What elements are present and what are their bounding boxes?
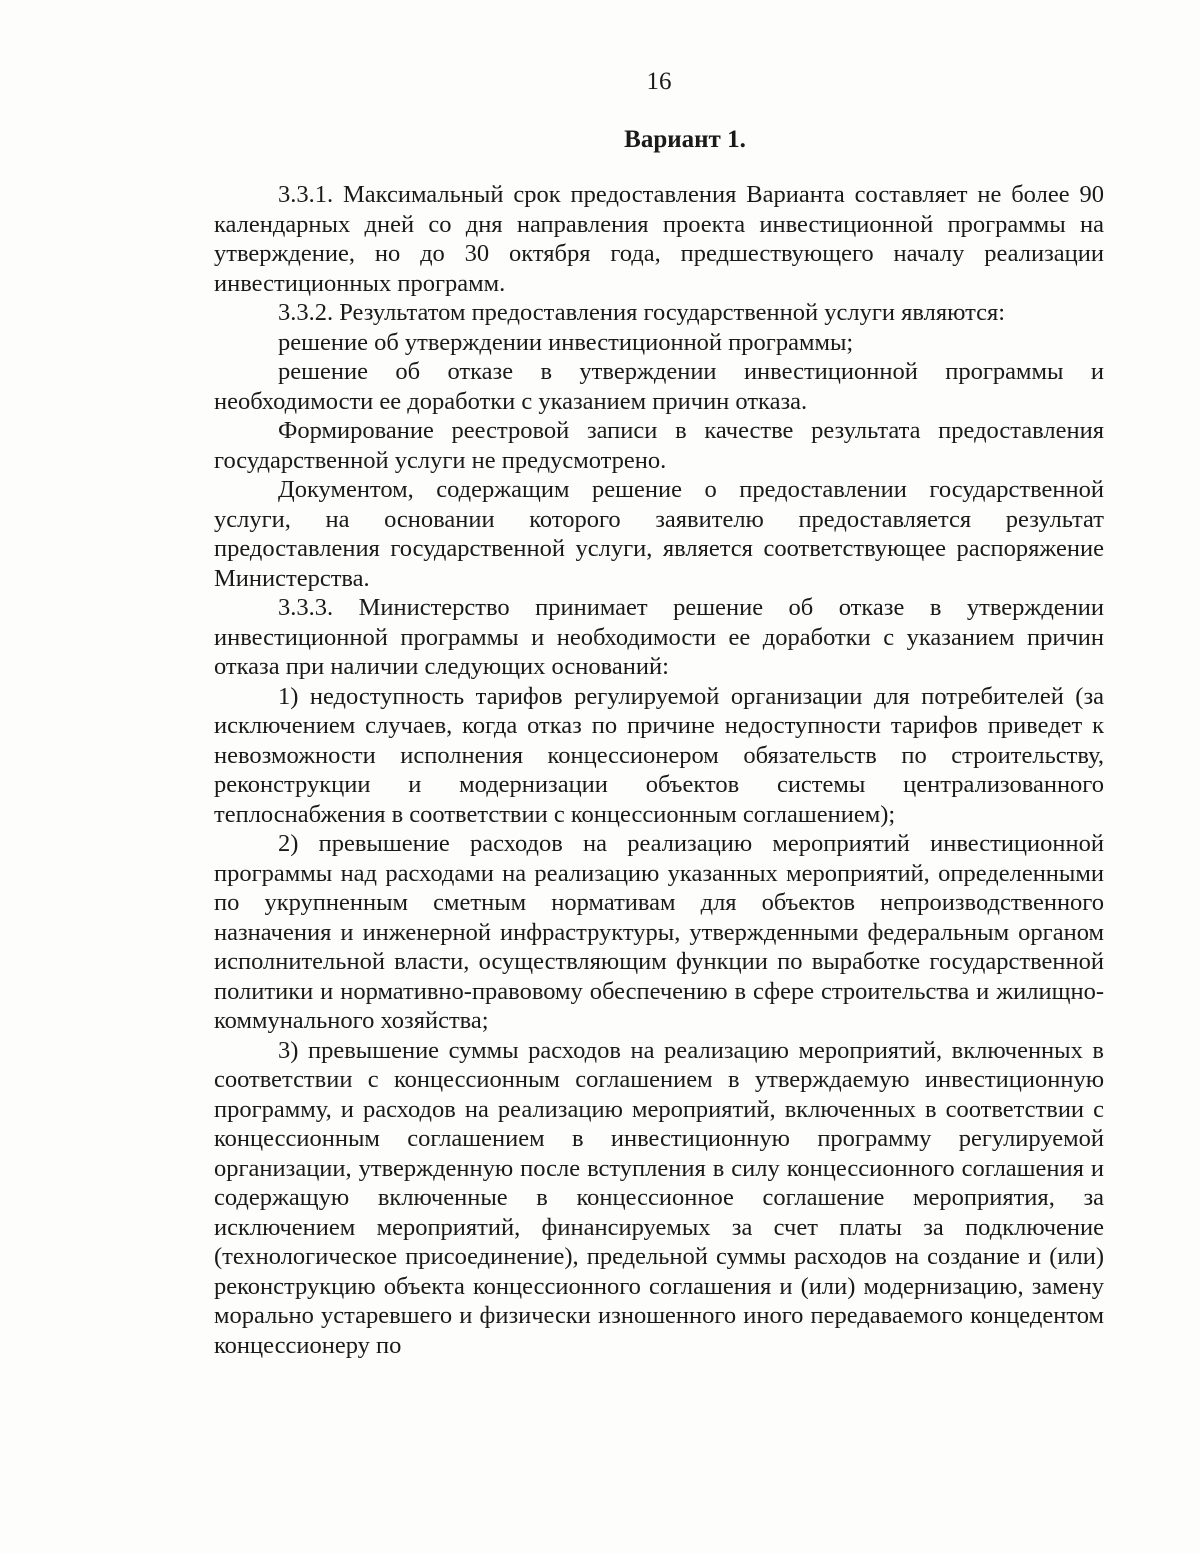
list-item-2: 2) превышение расходов на реализацию мероприятий инвестиционной программы над расходами на реализацию указанных мероприятий, определенными по укрупненным сметным нормативам для объектов непроизводственного назначения и инженерной инфраструктуры, утвержденными федеральным органом исполнительной власти, осуществляющим функции по выработке государственной политики и нормативно-правовому обеспечению в сфере строительства и жилищно-коммунального хозяйства; <box>214 830 1104 1034</box>
page-number: 16 <box>646 68 672 95</box>
document-body <box>214 180 1104 1360</box>
paragraph-registry-record: Формирование реестровой записи в качестве результата предоставления государственной услуги не предусмотрено. <box>214 417 1104 474</box>
paragraph-3-3-3: 3.3.3. Министерство принимает решение об отказе в утверждении инвестиционной программы и необходимости ее доработки с указанием причин отказа при наличии следующих оснований: <box>214 594 1104 680</box>
paragraph-3-3-2: 3.3.2. Результатом предоставления государственной услуги являются: <box>278 299 1006 326</box>
list-item-3: 3) превышение суммы расходов на реализацию мероприятий, включенных в соответствии с концессионным соглашением в утверждаемую инвестиционную программу, и расходов на реализацию мероприятий, включенных в соответствии с концессионным соглашением в инвестиционную программу регулируемой организации, утвержденную после вступления в силу концессионного соглашения и содержащую включенные в концессионное соглашение мероприятия, за исключением мероприятий, финансируемых за счет платы за подключение (технологическое присоединение), предельной суммы расходов на создание и (или) реконструкцию объекта концессионного соглашения и (или) модернизацию, замену морально устаревшего и физически изношенного иного передаваемого концедентом концессионеру по <box>214 1036 1104 1359</box>
paragraph-decision-document: Документом, содержащим решение о предоставлении государственной услуги, на основании которого заявителю предоставляется результат предоставления государственной услуги, является соответствующее распоряжение Министерства. <box>214 476 1104 592</box>
paragraph-result-approval: решение об утверждении инвестиционной программы; <box>278 328 854 356</box>
list-item-1: 1) недоступность тарифов регулируемой организации для потребителей (за исключением случаев, когда отказ по причине недоступности тарифов приведет к невозможности исполнения концессионером обязательств по строительству, реконструкции и модернизации объектов системы централизованного теплоснабжения в соответствии с концессионным соглашением); <box>214 682 1104 828</box>
section-heading: Вариант 1. <box>624 126 746 153</box>
paragraph-result-refusal: решение об отказе в утверждении инвестиционной программы и необходимости ее доработки с указанием причин отказа. <box>214 358 1104 415</box>
paragraph-3-3-1: 3.3.1. Максимальный срок предоставления Варианта составляет не более 90 календарных дней со дня направления проекта инвестиционной программы на утверждение, но до 30 октября года, предшествующего началу реализации инвестиционных программ. <box>214 181 1104 297</box>
